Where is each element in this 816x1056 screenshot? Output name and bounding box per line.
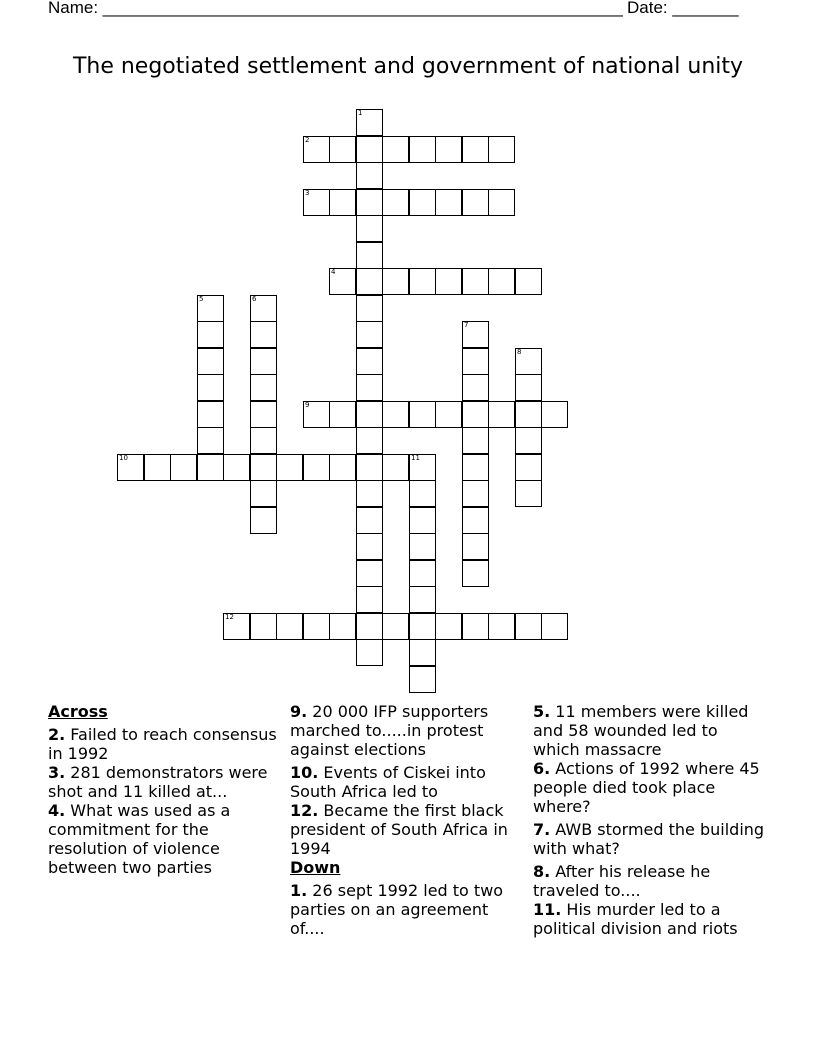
clue-column-3 xyxy=(533,702,769,938)
crossword-cell[interactable] xyxy=(462,454,489,481)
crossword-cell[interactable] xyxy=(250,374,277,401)
crossword-cell[interactable] xyxy=(329,136,356,163)
crossword-cell[interactable] xyxy=(409,666,436,693)
crossword-cell[interactable] xyxy=(356,162,383,189)
crossword-cell[interactable] xyxy=(382,454,409,481)
crossword-cell[interactable] xyxy=(462,321,489,348)
crossword-cell[interactable] xyxy=(170,454,197,481)
down-heading: Down xyxy=(290,858,341,877)
crossword-cell[interactable] xyxy=(356,268,383,295)
page-title: The negotiated settlement and government of national unity xyxy=(72,54,744,79)
crossword-cell[interactable] xyxy=(409,533,436,560)
clue-across-10: 10. Events of Ciskei into South Africa led to xyxy=(290,763,486,801)
crossword-cell[interactable] xyxy=(462,480,489,507)
clue-number: 5 xyxy=(199,295,204,303)
crossword-cell[interactable] xyxy=(197,427,224,454)
crossword-cell[interactable] xyxy=(197,321,224,348)
crossword-cell[interactable] xyxy=(303,401,330,428)
crossword-cell[interactable] xyxy=(197,454,224,481)
clue-down-7: 7. AWB stormed the building with what? xyxy=(533,820,765,858)
crossword-cell[interactable] xyxy=(250,507,277,534)
crossword-cell[interactable] xyxy=(409,480,436,507)
crossword-cell[interactable] xyxy=(515,268,542,295)
crossword-cell[interactable] xyxy=(223,454,250,481)
crossword-cell[interactable] xyxy=(329,189,356,216)
across-column-1 xyxy=(48,702,284,877)
crossword-cell[interactable] xyxy=(409,586,436,613)
crossword-cell[interactable] xyxy=(197,374,224,401)
crossword-cell[interactable] xyxy=(409,454,436,481)
crossword-cell[interactable] xyxy=(409,560,436,587)
clue-number: 4 xyxy=(331,268,336,276)
crossword-cell[interactable] xyxy=(117,454,144,481)
crossword-cell[interactable] xyxy=(276,454,303,481)
crossword-cell[interactable] xyxy=(303,613,330,640)
crossword-cell[interactable] xyxy=(462,560,489,587)
crossword-cell[interactable] xyxy=(303,189,330,216)
crossword-cell[interactable] xyxy=(250,454,277,481)
crossword-cell[interactable] xyxy=(356,374,383,401)
crossword-cell[interactable] xyxy=(356,613,383,640)
crossword-cell[interactable] xyxy=(329,401,356,428)
clue-number: 11 xyxy=(411,454,420,462)
crossword-cell[interactable] xyxy=(462,374,489,401)
clue-number: 8 xyxy=(517,348,522,356)
crossword-cell[interactable] xyxy=(435,189,462,216)
crossword-cell[interactable] xyxy=(409,136,436,163)
crossword-cell[interactable] xyxy=(462,613,489,640)
crossword-cell[interactable] xyxy=(462,268,489,295)
crossword-cell[interactable] xyxy=(541,401,568,428)
crossword-cell[interactable] xyxy=(356,533,383,560)
crossword-cell[interactable] xyxy=(144,454,171,481)
crossword-cell[interactable] xyxy=(356,639,383,666)
crossword-cell[interactable] xyxy=(409,189,436,216)
crossword-cell[interactable] xyxy=(515,348,542,375)
clue-number: 2 xyxy=(305,136,310,144)
crossword-cell[interactable] xyxy=(541,613,568,640)
crossword-cell[interactable] xyxy=(435,401,462,428)
crossword-cell[interactable] xyxy=(356,189,383,216)
crossword-cell[interactable] xyxy=(409,613,436,640)
crossword-cell[interactable] xyxy=(356,586,383,613)
crossword-cell[interactable] xyxy=(250,295,277,322)
crossword-cell[interactable] xyxy=(409,639,436,666)
crossword-cell[interactable] xyxy=(356,480,383,507)
crossword-cell[interactable] xyxy=(303,454,330,481)
crossword-cell[interactable] xyxy=(329,613,356,640)
crossword-cell[interactable] xyxy=(356,136,383,163)
across-heading: Across xyxy=(48,702,108,721)
crossword-cell[interactable] xyxy=(356,109,383,136)
crossword-cell[interactable] xyxy=(409,507,436,534)
crossword-cell[interactable] xyxy=(356,348,383,375)
crossword-cell[interactable] xyxy=(250,427,277,454)
crossword-cell[interactable] xyxy=(515,613,542,640)
crossword-cell[interactable] xyxy=(329,454,356,481)
crossword-cell[interactable] xyxy=(382,613,409,640)
clue-down-11: 11. His murder led to a political division and riots xyxy=(533,900,738,938)
crossword-cell[interactable] xyxy=(382,189,409,216)
crossword-cell[interactable] xyxy=(488,613,515,640)
crossword-cell[interactable] xyxy=(409,268,436,295)
clue-down-5: 5. 11 members were killed and 58 wounded led to which massacre xyxy=(533,702,749,759)
crossword-cell[interactable] xyxy=(462,348,489,375)
crossword-cell[interactable] xyxy=(356,560,383,587)
clue-column-2 xyxy=(290,702,526,938)
crossword-cell[interactable] xyxy=(435,613,462,640)
crossword-cell[interactable] xyxy=(382,401,409,428)
clue-number: 10 xyxy=(119,454,128,462)
crossword-cell[interactable] xyxy=(356,215,383,242)
crossword-cell[interactable] xyxy=(356,321,383,348)
crossword-cell[interactable] xyxy=(250,321,277,348)
crossword-cell[interactable] xyxy=(462,507,489,534)
crossword-cell[interactable] xyxy=(356,427,383,454)
clue-across-4: 4. What was used as a commitment for the resolution of violence between two parties xyxy=(48,801,231,877)
clue-number: 12 xyxy=(225,613,234,621)
clue-number: 7 xyxy=(464,321,469,329)
crossword-cell[interactable] xyxy=(435,136,462,163)
crossword-cell[interactable] xyxy=(462,427,489,454)
crossword-cell[interactable] xyxy=(462,533,489,560)
clue-number: 9 xyxy=(305,401,310,409)
crossword-cell[interactable] xyxy=(515,427,542,454)
crossword-cell[interactable] xyxy=(356,401,383,428)
crossword-cell[interactable] xyxy=(250,613,277,640)
crossword-cell[interactable] xyxy=(250,480,277,507)
name-field-label: Name: _______________________________________________________ xyxy=(48,0,623,17)
crossword-cell[interactable] xyxy=(356,295,383,322)
clue-down-1: 1. 26 sept 1992 led to two parties on an agreement of.... xyxy=(290,881,504,938)
date-field-label: Date: _______ xyxy=(627,0,739,17)
clue-down-6: 6. Actions of 1992 where 45 people died took place where? xyxy=(533,759,760,816)
crossword-cell[interactable] xyxy=(382,268,409,295)
crossword-cell[interactable] xyxy=(356,242,383,269)
crossword-cell[interactable] xyxy=(515,480,542,507)
crossword-cell[interactable] xyxy=(435,268,462,295)
clue-number: 1 xyxy=(358,109,363,117)
crossword-cell[interactable] xyxy=(515,401,542,428)
crossword-cell[interactable] xyxy=(356,507,383,534)
crossword-cell[interactable] xyxy=(250,348,277,375)
crossword-cell[interactable] xyxy=(223,613,250,640)
clue-number: 3 xyxy=(305,189,310,197)
clue-across-3: 3. 281 demonstrators were shot and 11 killed at... xyxy=(48,763,268,801)
crossword-cell[interactable] xyxy=(197,348,224,375)
crossword-cell[interactable] xyxy=(356,454,383,481)
clue-across-12: 12. Became the first black president of South Africa in 1994 xyxy=(290,801,508,858)
clue-number: 6 xyxy=(252,295,257,303)
crossword-cell[interactable] xyxy=(409,401,436,428)
crossword-cell[interactable] xyxy=(197,401,224,428)
crossword-cell[interactable] xyxy=(488,136,515,163)
crossword-cell[interactable] xyxy=(515,454,542,481)
crossword-cell[interactable] xyxy=(488,268,515,295)
crossword-cell[interactable] xyxy=(488,189,515,216)
crossword-cell[interactable] xyxy=(462,401,489,428)
crossword-cell[interactable] xyxy=(276,613,303,640)
crossword-cell[interactable] xyxy=(515,374,542,401)
crossword-cell[interactable] xyxy=(250,401,277,428)
crossword-cell[interactable] xyxy=(303,136,330,163)
crossword-cell[interactable] xyxy=(382,136,409,163)
crossword-cell[interactable] xyxy=(462,189,489,216)
crossword-cell[interactable] xyxy=(488,401,515,428)
clue-down-8: 8. After his release he traveled to.... xyxy=(533,862,711,900)
clue-across-2: 2. Failed to reach consensus in 1992 xyxy=(48,725,277,763)
clue-across-9: 9. 20 000 IFP supporters marched to.....in protest against elections xyxy=(290,702,489,759)
crossword-cell[interactable] xyxy=(197,295,224,322)
crossword-cell[interactable] xyxy=(462,136,489,163)
crossword-cell[interactable] xyxy=(329,268,356,295)
